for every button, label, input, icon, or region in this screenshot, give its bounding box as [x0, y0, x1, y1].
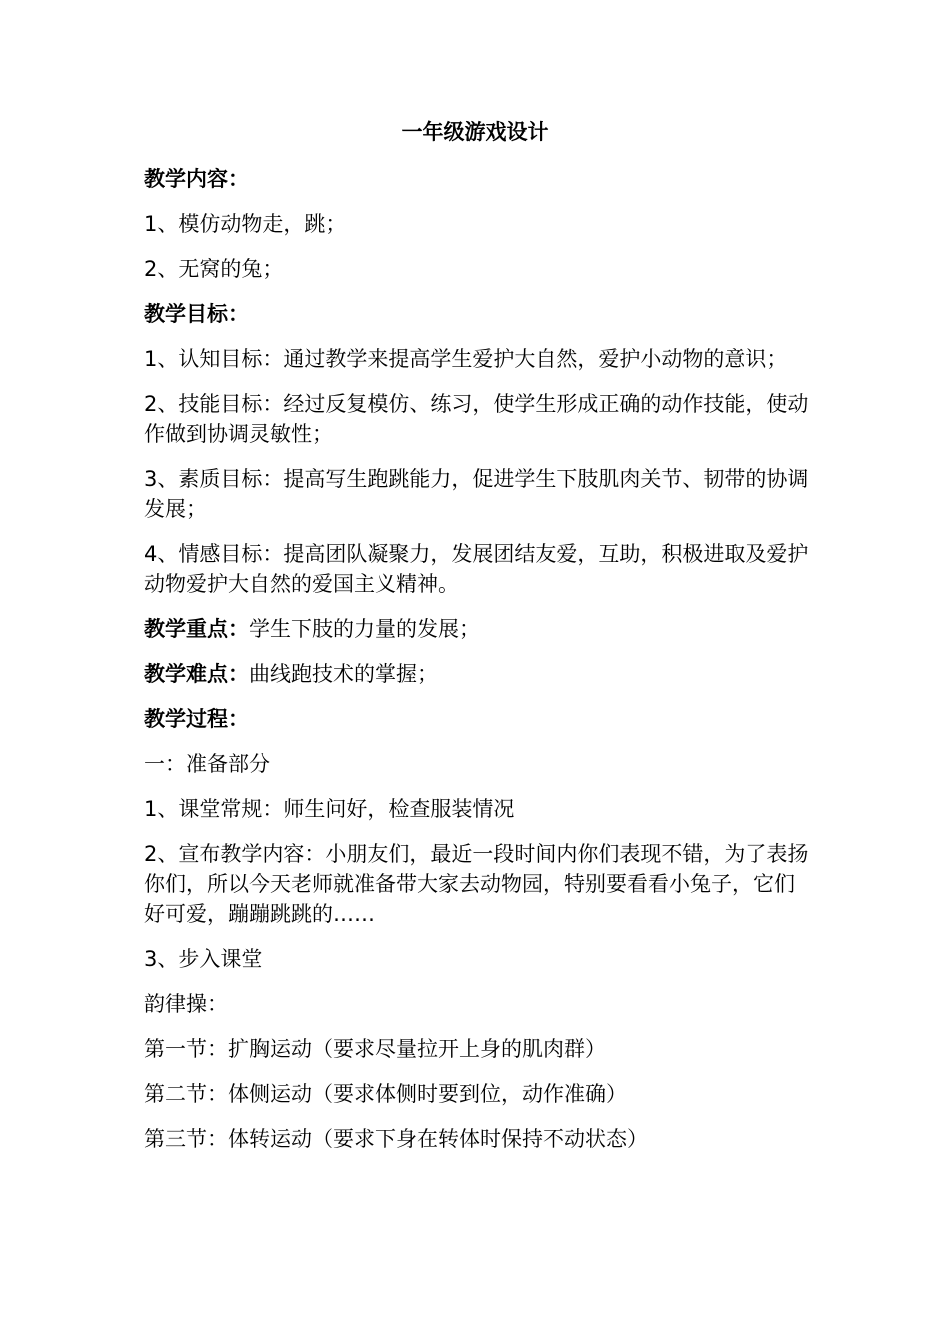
process-item-2: 2、宣布教学内容：小朋友们，最近一段时间内你们表现不错，为了表扬你们，所以今天老师就准备带大家去动物园，特别要看看小兔子，它们好可爱，蹦蹦跳跳的…… — [144, 842, 809, 926]
goal-item-2: 2、技能目标：经过反复模仿、练习，使学生形成正确的动作技能，使动作做到协调灵敏性； — [144, 392, 809, 446]
difficulty-text: 曲线跑技术的掌握； — [249, 662, 438, 686]
goal-item-1: 1、认知目标：通过教学来提高学生爱护大自然，爱护小动物的意识； — [144, 347, 788, 371]
difficulty-line — [144, 659, 814, 689]
goal-item-4: 4、情感目标：提高团队凝聚力，发展团结友爱，互助，积极进取及爱护动物爱护大自然的爱国主义精神。 — [144, 542, 809, 596]
process-item-3: 3、步入课堂 — [144, 947, 263, 971]
process-heading: 教学过程： — [144, 707, 249, 731]
rhythm-section-3: 第三节：体转运动（要求下身在转体时保持不动状态） — [144, 1127, 648, 1151]
content-item-2: 2、无窝的兔； — [144, 257, 284, 281]
goals-heading: 教学目标： — [144, 302, 249, 326]
goal-item-3: 3、素质目标：提高写生跑跳能力，促进学生下肢肌肉关节、韧带的协调发展； — [144, 467, 809, 521]
content-heading: 教学内容： — [144, 167, 249, 191]
rhythm-section-2: 第二节：体侧运动（要求体侧时要到位，动作准确） — [144, 1082, 627, 1106]
rhythm-label: 韵律操： — [144, 992, 228, 1016]
key-point-text: 学生下肢的力量的发展； — [249, 617, 480, 641]
key-point-line — [144, 614, 814, 644]
key-point-label: 教学重点： — [144, 617, 249, 641]
document-body — [144, 118, 814, 1169]
process-item-1: 1、课堂常规：师生问好，检查服装情况 — [144, 797, 515, 821]
content-item-1: 1、模仿动物走，跳； — [144, 212, 347, 236]
process-part-one: 一：准备部分 — [144, 752, 270, 776]
rhythm-section-1: 第一节：扩胸运动（要求尽量拉开上身的肌肉群） — [144, 1037, 606, 1061]
difficulty-label: 教学难点： — [144, 662, 249, 686]
document-title: 一年级游戏设计 — [401, 120, 549, 144]
